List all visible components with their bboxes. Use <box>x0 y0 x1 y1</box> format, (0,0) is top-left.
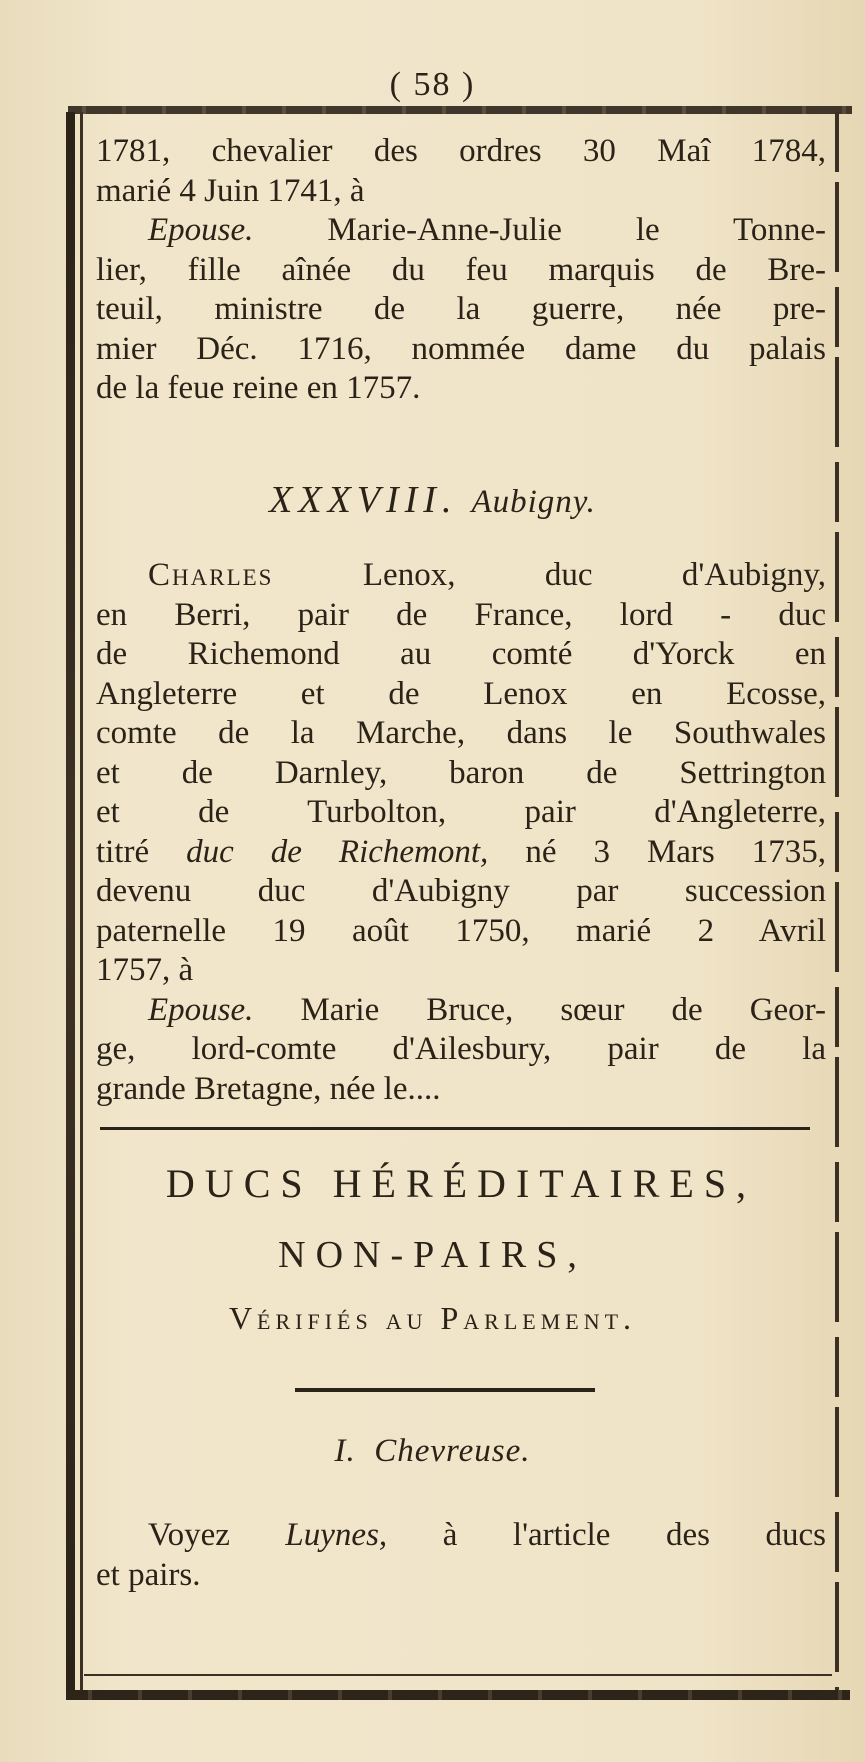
entry-heading-chevreuse <box>0 1433 865 1470</box>
epouse-label: Epouse. <box>148 991 254 1028</box>
italic-title: duc de Richemont, <box>186 833 489 870</box>
short-rule <box>295 1388 595 1392</box>
italic-ref: Luynes, <box>285 1517 388 1553</box>
text-segment: à l'article des ducs <box>442 1517 827 1553</box>
bottom-rule <box>66 1690 850 1700</box>
text-line: de la feue reine en 1757. <box>96 370 421 406</box>
text-line: teuil, ministre de la guerre, née pre- <box>96 291 826 327</box>
text-line: devenu duc d'Aubigny par succession <box>96 873 826 909</box>
text-line: Angleterre et de Lenox en Ecosse, <box>96 675 826 712</box>
text-line: et de Darnley, baron de Settrington <box>96 754 826 791</box>
entry-name: Aubigny. <box>471 484 596 520</box>
bottom-rule-inner <box>84 1674 832 1676</box>
section-subtitle-2: Vérifiés au Parlement. <box>228 1300 637 1336</box>
text-line: de Richemond au comté d'Yorck en <box>96 636 826 672</box>
top-rule <box>68 106 852 114</box>
epouse-label: Epouse. <box>148 212 254 248</box>
continuation-paragraph <box>96 132 826 409</box>
text-line: en Berri, pair de France, lord - duc <box>96 596 826 633</box>
section-subtitle: NON-PAIRS, <box>278 1234 587 1276</box>
text-line <box>96 556 826 596</box>
lead-name: Charles <box>148 557 274 593</box>
entry-number: I. <box>334 1433 356 1469</box>
text-segment: Marie-Anne-Julie le Tonne- <box>327 212 826 248</box>
text-line: marié 4 Juin 1741, à <box>96 172 365 209</box>
text-line: mier Déc. 1716, nommée dame du palais <box>96 330 826 367</box>
text-line: comte de la Marche, dans le Southwales <box>96 715 826 751</box>
text-line: 1757, à <box>96 952 194 988</box>
entry-heading-aubigny <box>0 478 865 522</box>
text-segment: Marie Bruce, sœur de Geor- <box>300 991 826 1028</box>
text-segment: Lenox, duc d'Aubigny, <box>362 557 826 593</box>
text-segment: titré <box>96 833 150 870</box>
text-line: lier, fille aînée du feu marquis de Bre- <box>96 251 826 288</box>
text-line <box>96 1516 826 1556</box>
text-line: et de Turbolton, pair d'Angleterre, <box>96 794 826 830</box>
text-line <box>96 833 826 873</box>
section-title: DUCS HÉRÉDITAIRES, <box>165 1161 757 1206</box>
text-segment: Voyez <box>148 1517 230 1553</box>
page-number: ( 58 ) <box>389 66 476 103</box>
text-line: 1781, chevalier des ordres 30 Maî 1784, <box>96 133 826 169</box>
aubigny-paragraph <box>96 556 826 1109</box>
text-line: et pairs. <box>96 1556 201 1593</box>
chevreuse-paragraph <box>96 1516 826 1595</box>
text-line: grande Bretagne, née le.... <box>96 1070 441 1107</box>
section-rule <box>100 1127 810 1130</box>
text-line: paternelle 19 août 1750, marié 2 Avril <box>96 912 826 949</box>
text-segment: né 3 Mars 1735, <box>525 833 827 870</box>
entry-number: XXXVIII. <box>269 479 458 521</box>
entry-name: Chevreuse. <box>374 1433 531 1469</box>
text-line: ge, lord-comte d'Ailesbury, pair de la <box>96 1031 826 1067</box>
epouse-line <box>96 211 826 251</box>
epouse-line <box>96 991 826 1031</box>
